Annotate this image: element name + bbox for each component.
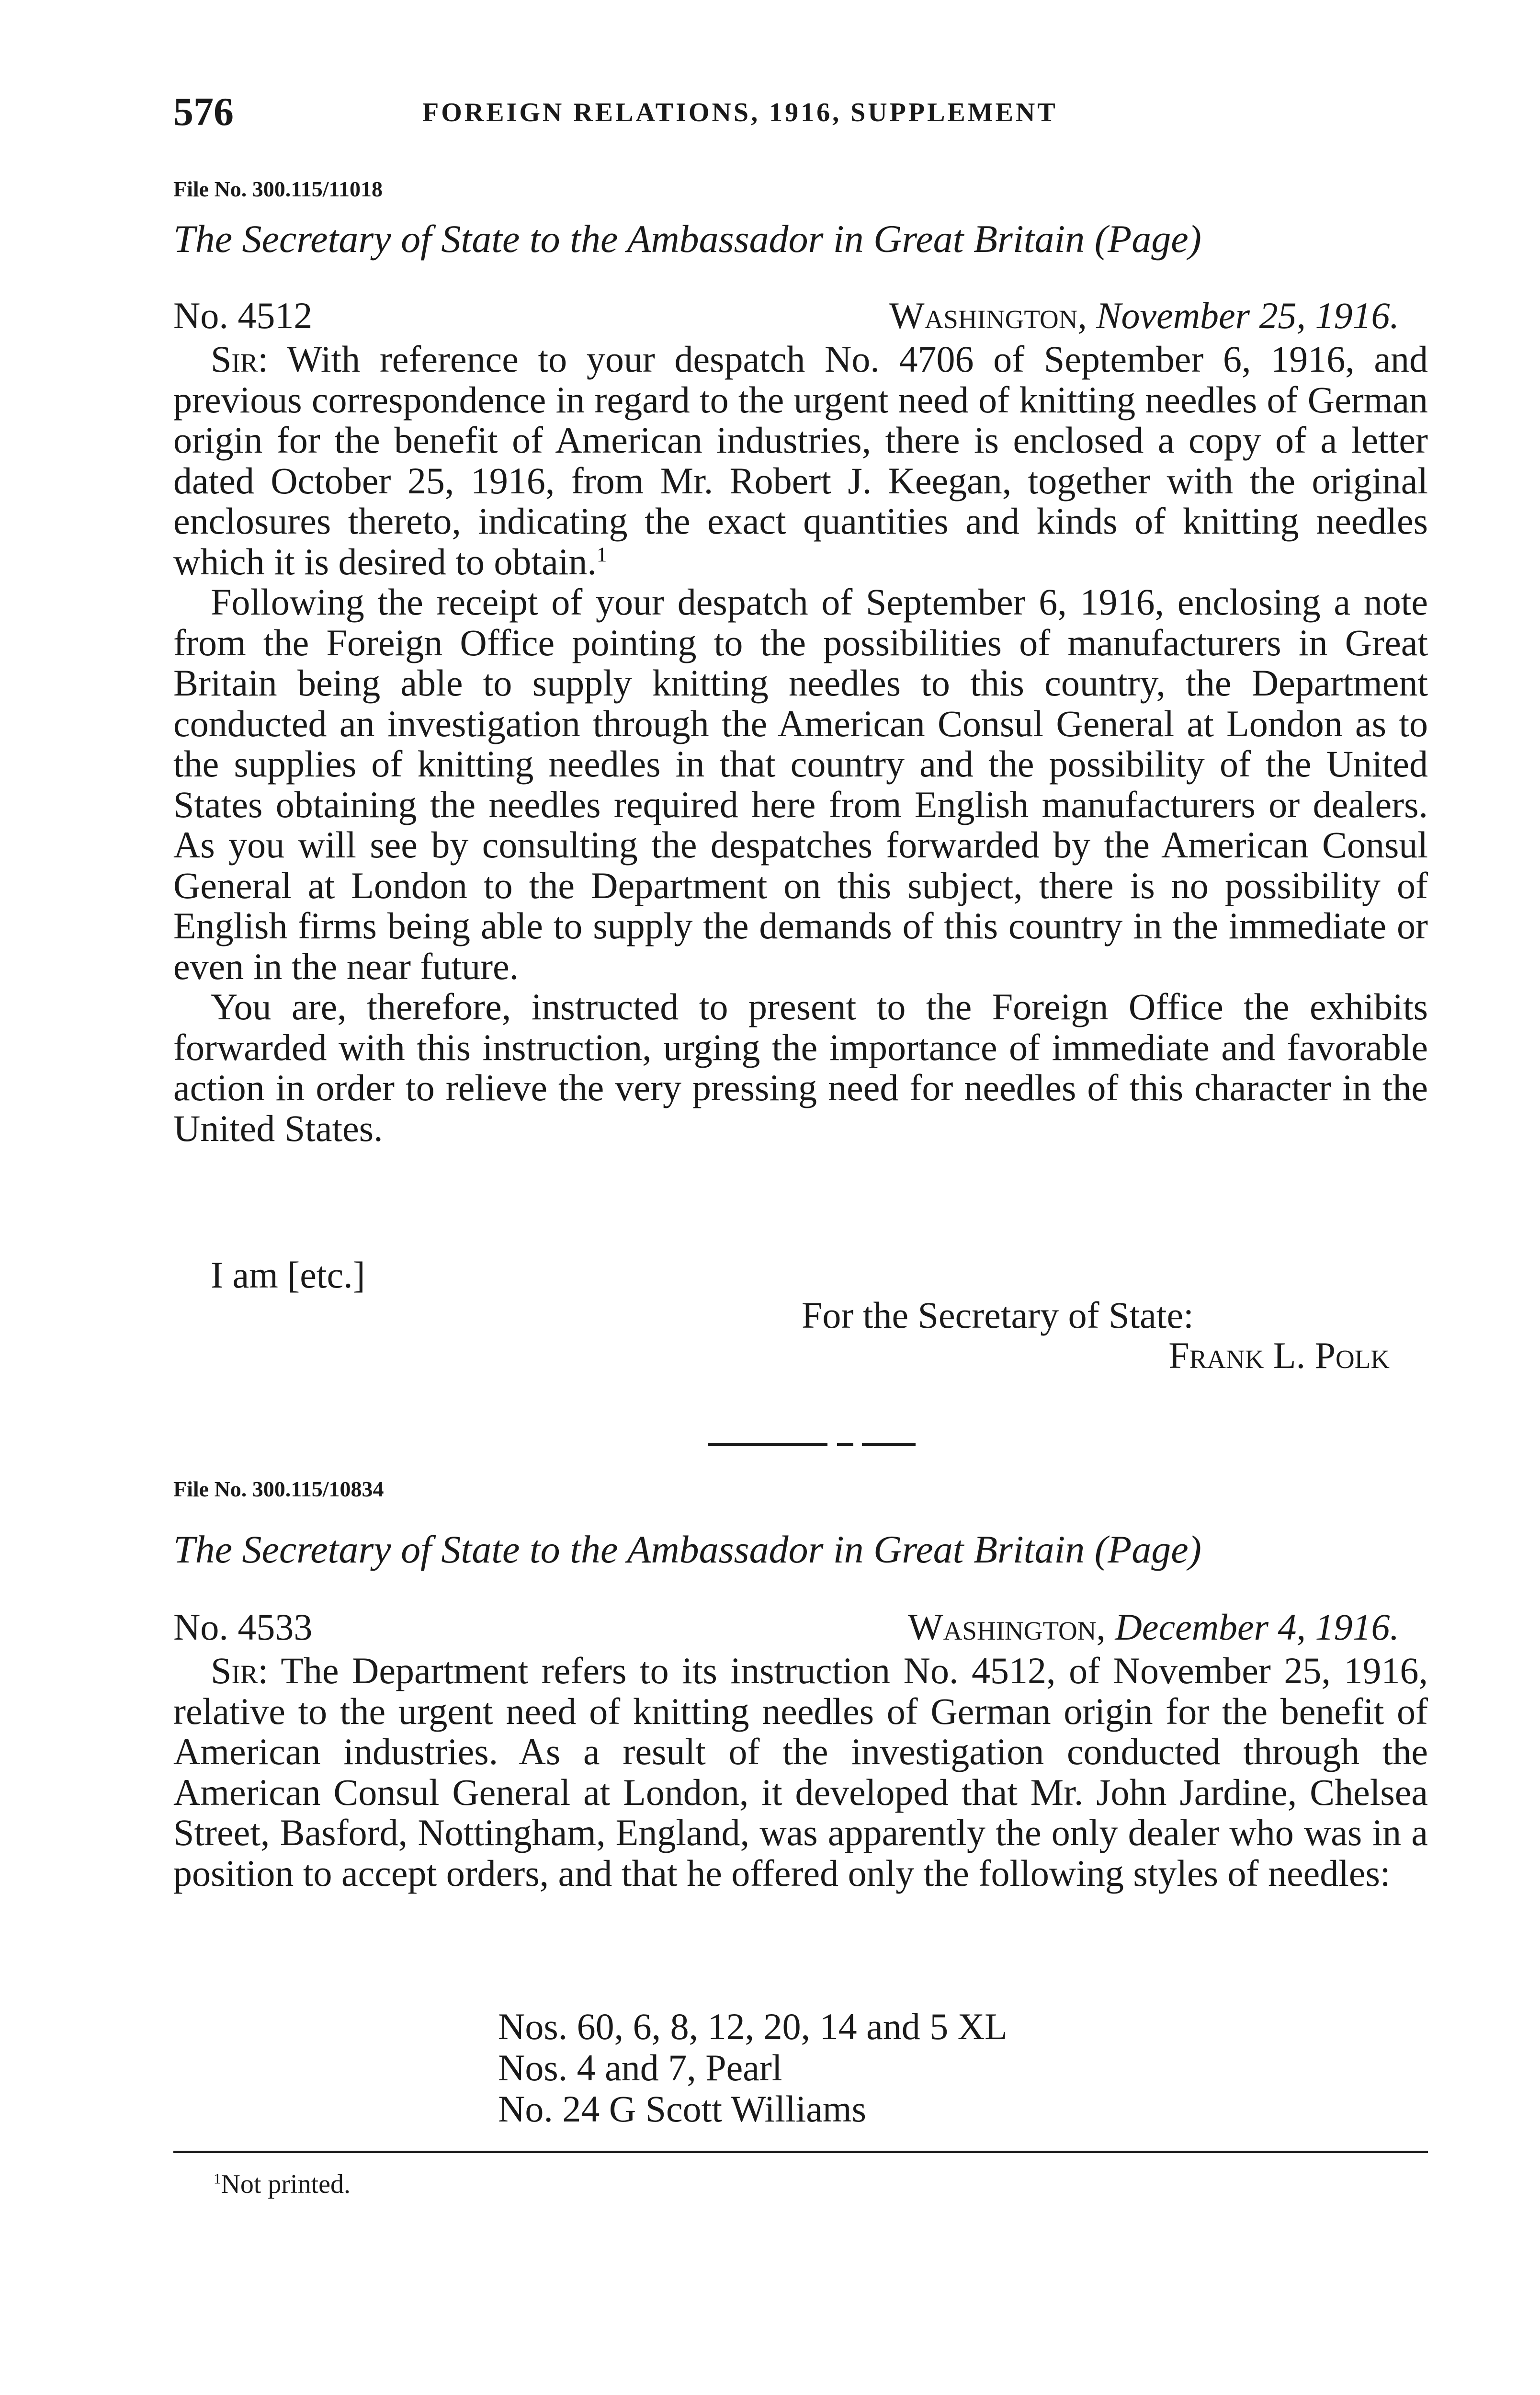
paragraph: Following the receipt of your despatch of September 6, 1916, enclosing a note from the Foreign Office pointing to the possibilities of manufacturers in Great Britain being able to supply knitting needles to this country, the Department conducted an investigation through the American Consul General at London as to the supplies of knitting needles in that country and the possibility of the United States obtaining the needles required here from English manufacturers or dealers. As you will see by consulting the despatches forwarded by the American Consul General at London to the Department on this subject, there is no possibility of English firms being able to supply the demands of this country in the immediate or even in the near future.: [173, 581, 1428, 987]
letter-body: [173, 339, 1428, 1149]
paragraph: Sir: The Department refers to its instruction No. 4512, of November 25, 1916, relative to the urgent need of knitting needles of German origin for the benefit of American industries. As a result of the investigation conducted through the American Consul General at London, it developed that Mr. John Jardine, Chelsea Street, Basford, Nottingham, England, was apparently the only dealer who was in a position to accept orders, and that he offered only the following styles of needles:: [173, 1650, 1428, 1894]
signoff: For the Secretary of State:: [802, 1294, 1194, 1336]
heading-close: ): [1188, 217, 1201, 261]
footnote-marker: 1: [214, 2170, 221, 2187]
instruction-number: No. 4512: [173, 295, 313, 336]
running-title: FOREIGN RELATIONS, 1916, SUPPLEMENT: [422, 98, 1058, 127]
place: Washington: [908, 1606, 1097, 1648]
footnote-marker: 1: [596, 543, 607, 566]
date: November 25, 1916.: [1096, 295, 1399, 336]
running-head: [173, 89, 1428, 141]
place-date: Washington, November 25, 1916.: [889, 295, 1399, 336]
heading-name: Page: [1108, 217, 1189, 261]
document-heading: [173, 1527, 1428, 1572]
salutation: Sir: [211, 1650, 258, 1691]
paragraph: Sir: With reference to your despatch No. 4706 of September 6, 1916, and previous correspondence in regard to the urgent need of knitting needles of German origin for the benefit of American industries, there is enclosed a copy of a letter dated October 25, 1916, from Mr. Robert J. Keegan, together with the original enclosures thereto, indicating the exact quantities and kinds of knitting needles which it is desired to obtain.$^1$: [173, 338, 1428, 582]
place-date: Washington, December 4, 1916.: [908, 1606, 1399, 1648]
instruction-number: No. 4533: [173, 1606, 313, 1648]
heading-text: The Secretary of State to the Ambassador in Great Britain (: [173, 1528, 1108, 1571]
page-number: 576: [173, 90, 234, 134]
file-number: File No. 300.115/10834: [173, 1477, 384, 1501]
file-number: File No. 300.115/11018: [173, 177, 383, 201]
letter-body: [173, 1651, 1428, 1893]
place: Washington: [889, 295, 1078, 336]
dateline: [173, 1606, 1428, 1649]
signer: Frank L. Polk: [1168, 1334, 1390, 1376]
salutation: Sir: [211, 338, 258, 380]
dateline: [173, 294, 1428, 337]
paragraph: You are, therefore, instructed to present to the Foreign Office the exhibits forwarded with this instruction, urging the importance of immediate and favorable action in order to relieve the very pressing need for needles of this character in the United States.: [173, 986, 1428, 1149]
closing: I am [etc.]: [211, 1254, 365, 1296]
heading-text: The Secretary of State to the Ambassador in Great Britain (: [173, 217, 1108, 261]
date: December 4, 1916.: [1115, 1606, 1399, 1648]
list-item: Nos. 4 and 7, Pearl: [498, 2047, 782, 2088]
footnote: [214, 2169, 351, 2200]
footnote-rule: [173, 2151, 1428, 2153]
document-heading: [173, 217, 1428, 262]
list-item: Nos. 60, 6, 8, 12, 20, 14 and 5 XL: [498, 2006, 1008, 2047]
list-item: No. 24 G Scott Williams: [498, 2088, 866, 2130]
heading-close: ): [1188, 1528, 1201, 1571]
footnote-text: Not printed.: [221, 2169, 351, 2199]
needle-list: [498, 2006, 1008, 2130]
heading-name: Page: [1108, 1528, 1189, 1571]
